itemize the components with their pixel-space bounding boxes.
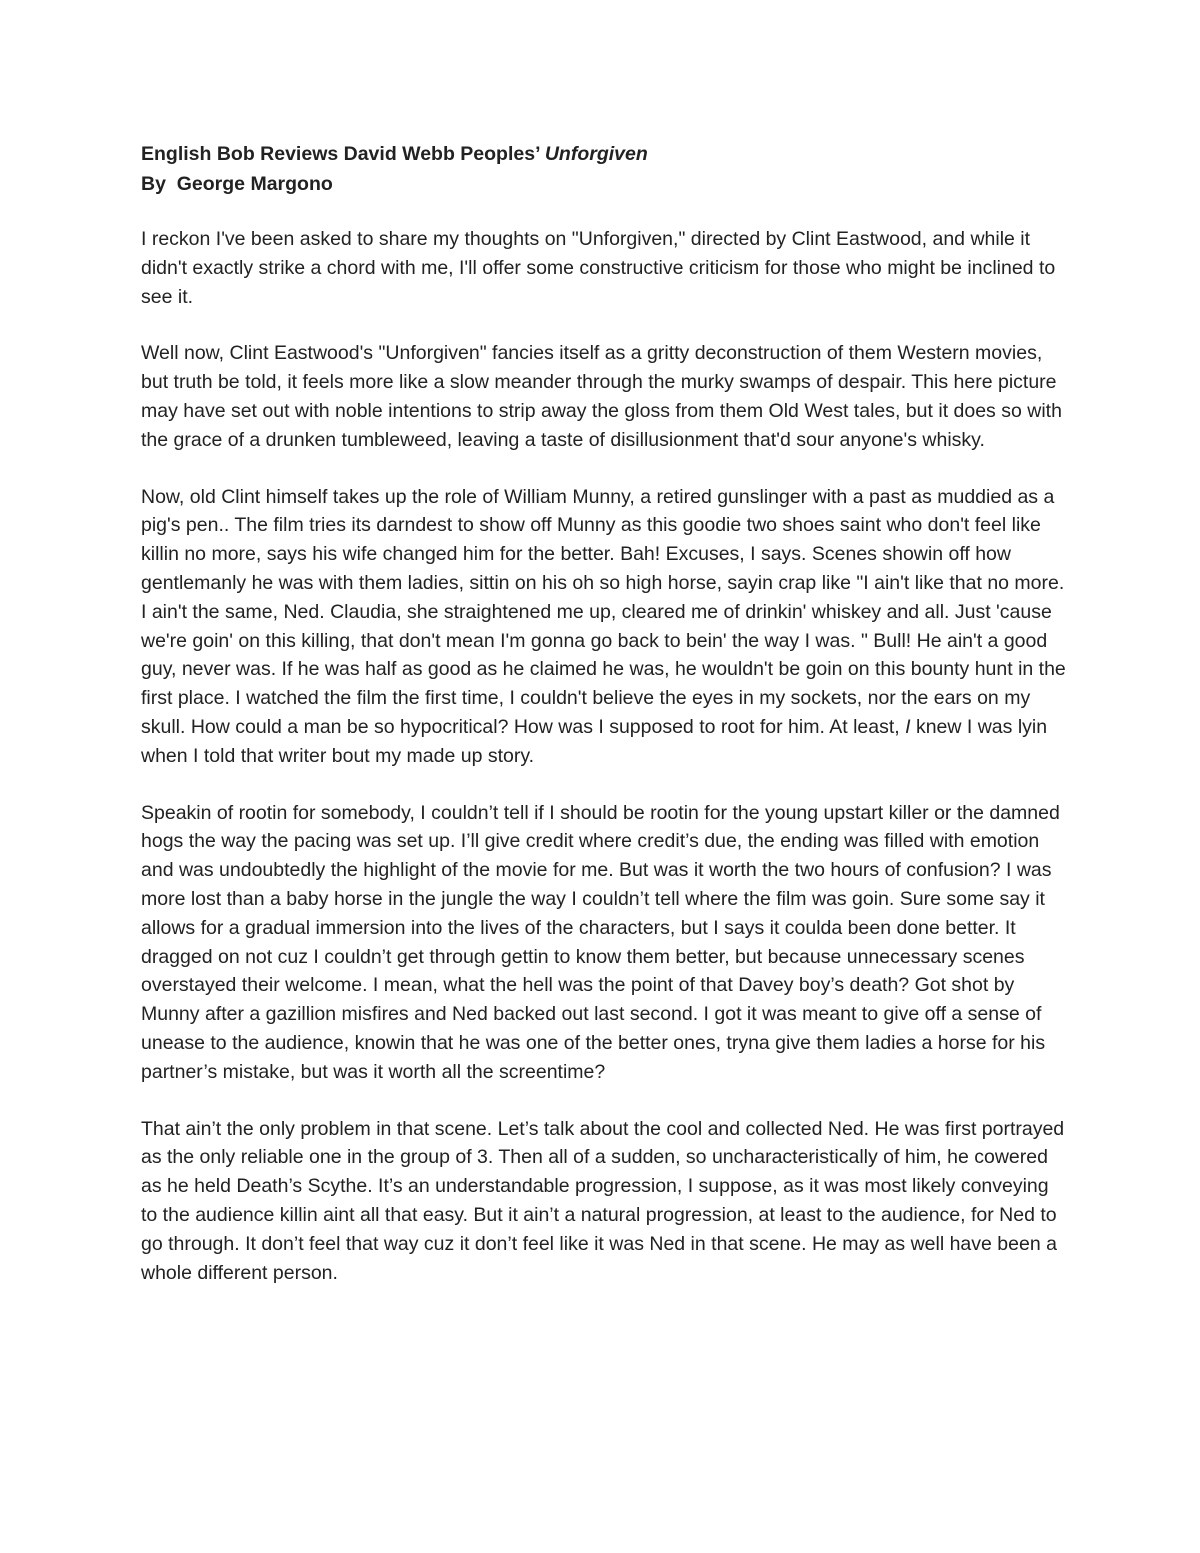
paragraph-munny-emphasis: I — [905, 715, 911, 738]
author-byline: By George Margono — [141, 173, 333, 195]
title-film-name: Unforgiven — [544, 143, 648, 165]
document-page — [141, 139, 1066, 1315]
paragraph-munny-text-b: knew I was lyin when I told that writer bout my made up story. — [141, 715, 1048, 767]
paragraph-ned: That ain’t the only problem in that scene. Let’s talk about the cool and collected Ned. He was first portrayed as the only reliable one in the group of 3. Then all of a sudden, so uncharacteristically of him, he cowered as he held Death’s Scythe. It’s an understandable progression, I suppose, as it was most likely conveying to the audience killin aint all that easy. But it ain’t a natural progression, at least to the audience, for Ned to go through. It don’t feel that way cuz it don’t feel like it was Ned in that scene. He may as well have been a whole different person. — [141, 1117, 1065, 1284]
paragraph-overview: Well now, Clint Eastwood's "Unforgiven" fancies itself as a gritty deconstruction of them Western movies, but truth be told, it feels more like a slow meander through the murky swamps of despair. This here picture may have set out with noble intentions to strip away the gloss from them Old West tales, but it does so with the grace of a drunken tumbleweed, leaving a taste of disillusionment that'd sour anyone's whisky. — [141, 342, 1062, 451]
title-text: English Bob Reviews David Webb Peoples’ — [141, 143, 545, 165]
paragraph-pacing: Speakin of rootin for somebody, I couldn’t tell if I should be rootin for the young upstart killer or the damned hogs the way the pacing was set up. I’ll give credit where credit’s due, the ending was filled with emotion and was undoubtedly the highlight of the movie for me. But was it worth the two hours of confusion? I was more lost than a baby horse in the jungle the way I couldn’t tell where the film was goin. Sure some say it allows for a gradual immersion into the lives of the characters, but I says it coulda been done better. It dragged on not cuz I couldn’t get through gettin to know them better, but because unnecessary scenes overstayed their welcome. I mean, what the hell was the point of that Davey boy’s death? Got shot by Munny after a gazillion misfires and Ned backed out last second. I got it was meant to give off a sense of unease to the audience, knowin that he was one of the better ones, tryna give them ladies a horse for his partner’s mistake, but was it worth all the screentime? — [141, 801, 1060, 1083]
paragraph-munny — [141, 483, 1066, 771]
document-title — [141, 139, 1066, 169]
paragraph-intro: I reckon I've been asked to share my thoughts on "Unforgiven," directed by Clint Eastwood, and while it didn't exactly strike a chord with me, I'll offer some constructive criticism for those who might be inclined to see it. — [141, 228, 1056, 308]
paragraph-munny-text-a: Now, old Clint himself takes up the role of William Munny, a retired gunslinger with a past as muddied as a pig's pen.. The film tries its darndest to show off Munny as this goodie two shoes saint who don't feel like killin no more, says his wife changed him for the better. Bah! Excuses, I says. Scenes showin off how gentlemanly he was with them ladies, sittin on his oh so high horse, sayin crap like "I ain't like that no more. I ain't the same, Ned. Claudia, she straightened me up, cleared me of drinkin' whiskey and all. Just 'cause we're goin' on this killing, that don't mean I'm gonna go back to bein' the way I was. " Bull! He ain't a good guy, never was. If he was half as good as he claimed he was, he wouldn't be goin on this bounty hunt in the first place. I watched the film the first time, I couldn't believe the eyes in my sockets, nor the ears on my skull. How could a man be so hypocritical? How was I supposed to root for him. At least, — [141, 485, 1066, 738]
